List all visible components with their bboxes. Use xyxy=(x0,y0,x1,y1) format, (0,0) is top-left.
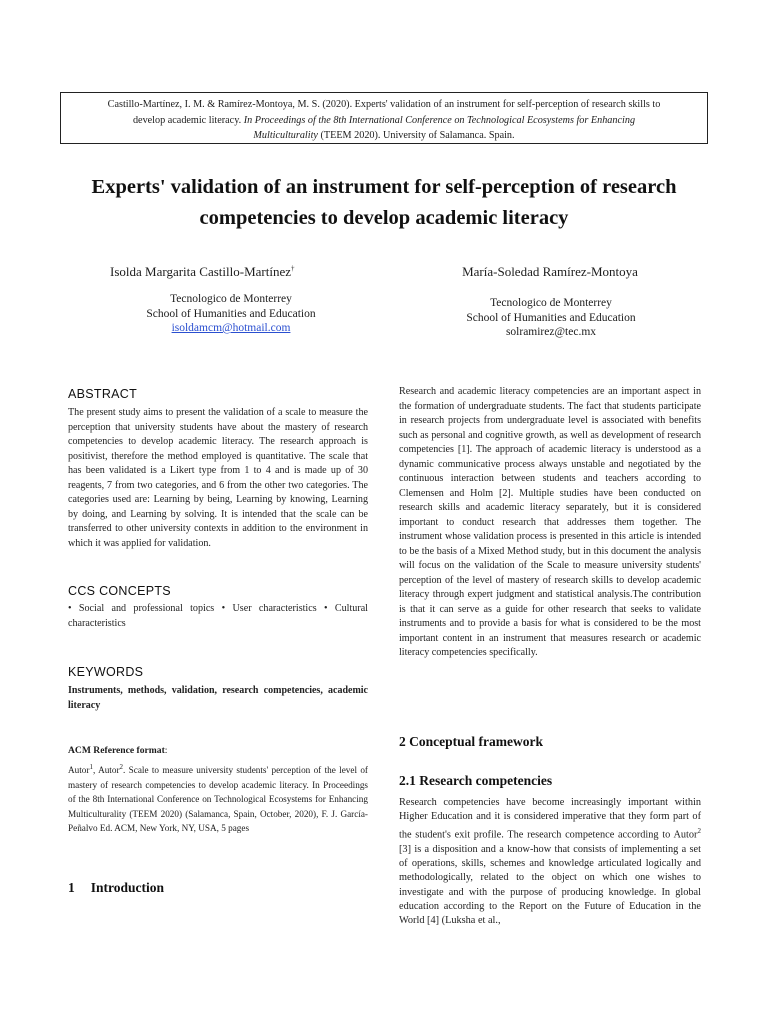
citation-line2-italic: In Proceedings of the 8th International Conference on Technological Ecosystems for Enhancing xyxy=(243,114,636,126)
abstract-heading: ABSTRACT xyxy=(68,387,138,401)
ccs-text: • Social and professional topics • User characteristics • Cultural characteristics xyxy=(68,603,368,629)
author-1-mark: † xyxy=(290,264,295,273)
conceptual-framework-heading: 2 Conceptual framework xyxy=(399,734,543,749)
intro-title: Introduction xyxy=(90,880,165,895)
author-2-email: solramirez@tec.mx xyxy=(505,326,597,338)
author-2-affil-1: Tecnologico de Monterrey xyxy=(490,297,612,309)
keywords-text: Instruments, methods, validation, research competencies, academic literacy xyxy=(68,685,368,711)
acm-reference-label: ACM Reference format: xyxy=(68,745,168,756)
paper-title-line2: competencies to develop academic literacy xyxy=(199,207,569,229)
research-competencies-text: Research competencies have become increasingly important within Higher Education and it is considered imperative that they form part of the student's exit profile. The research competence according to Autor$^2$ [3] is a disposition and a know-how that consists of implementing a set of operations, skills, schemes and knowledge articulated logically and methodologically, related to the object on which one wishes to investigate and with the purpose of producing knowledge. In global education according to the Report on the Future of Education in the World [4] (Luksha et al., xyxy=(399,797,701,927)
citation-line3-plain: (TEEM 2020). University of Salamanca. Spain. xyxy=(317,130,515,141)
citation-line2-plain: develop academic literacy. xyxy=(132,114,244,126)
author-1 xyxy=(110,264,360,280)
intro-number: 1 xyxy=(68,880,75,895)
citation-box xyxy=(60,92,708,144)
author-2-affil-2: School of Humanities and Education xyxy=(466,311,636,324)
author-1-email-link[interactable]: isoldamcm@hotmail.com xyxy=(171,322,291,334)
keywords-heading: KEYWORDS xyxy=(68,665,144,679)
citation-line3-italic: Multiculturality xyxy=(253,130,318,141)
author-1-affil-1: Tecnologico de Monterrey xyxy=(170,293,292,305)
citation-line1: Castillo-Martínez, I. M. & Ramírez-Montoya, M. S. (2020). Experts' validation of an instrument for self-perception of research skills to xyxy=(107,99,661,110)
paper-title xyxy=(40,172,728,234)
ccs-heading: CCS CONCEPTS xyxy=(68,584,171,598)
abstract-text: The present study aims to present the validation of a scale to measure the perception that university students have about the mastery of research competencies to develop academic literacy. The research approach is positivist, therefore the method employed is quantitative. The scale that has been validated is a Likert type from 1 to 4 and is made up of 30 reagents, 7 from two categories, and 6 from the other two categories. The categories used are: Learning by being, Learning by knowing, Learning by doing, and Learning by solving. It is intended that the scale can be transferred to other university contexts in addition to the environment in which it was applied for validation. xyxy=(68,407,368,549)
author-1-affiliation xyxy=(98,292,364,336)
author-2 xyxy=(420,264,680,280)
introduction-body: Research and academic literacy competencies are an important aspect in the formation of undergraduate students. The fact that students participate in research projects from undergraduate level is associated with benefits such as personal and cognitive growth, as well as development of research competencies [1]. The approach of academic literacy is understood as a dynamic communicative process always unstable and negotiated by the continuous interaction between students and teachers according to Clemensen and Holm [2]. Multiple studies have been conducted on research skills and academic literacy separately, but it is considered important to conduct research that addresses them together. The instrument whose validation process is presented in this article is intended to be the basis of a Mixed Method study, but in this document the analysis will focus on the validation of the Scale to measure university students' perception of the level of mastery of research skills to develop academic literacy through expert judgment and statistical analysis.The contribution is that it can serve as a guide for other research that seeks to validate instruments and to provide a basis for what is considered to be the most important content in an instrument that measures research or academic literacy competencies specifically. xyxy=(399,386,701,658)
author-1-name: Isolda Margarita Castillo-Martínez† xyxy=(110,264,295,279)
intro-heading xyxy=(68,880,164,896)
research-competencies-heading: 2.1 Research competencies xyxy=(399,773,553,788)
author-2-affiliation xyxy=(420,296,682,340)
paper-title-line1: Experts' validation of an instrument for self-perception of research xyxy=(91,176,677,198)
author-2-name: María-Soledad Ramírez-Montoya xyxy=(462,264,638,279)
author-1-affil-2: School of Humanities and Education xyxy=(146,307,316,320)
acm-reference-text: Autor$^1$, Autor$^2$. Scale to measure university students' perception of the level of mastery of research competencies to develop academic literacy. In Proceedings of the 8th International Conference on Technological Ecosystems for Enhancing Multiculturality (TEEM 2020) (Salamanca, Spain, October, 2020), F. J. García-Peñalvo Ed. ACM, New York, NY, USA, 5 pages xyxy=(68,763,368,834)
